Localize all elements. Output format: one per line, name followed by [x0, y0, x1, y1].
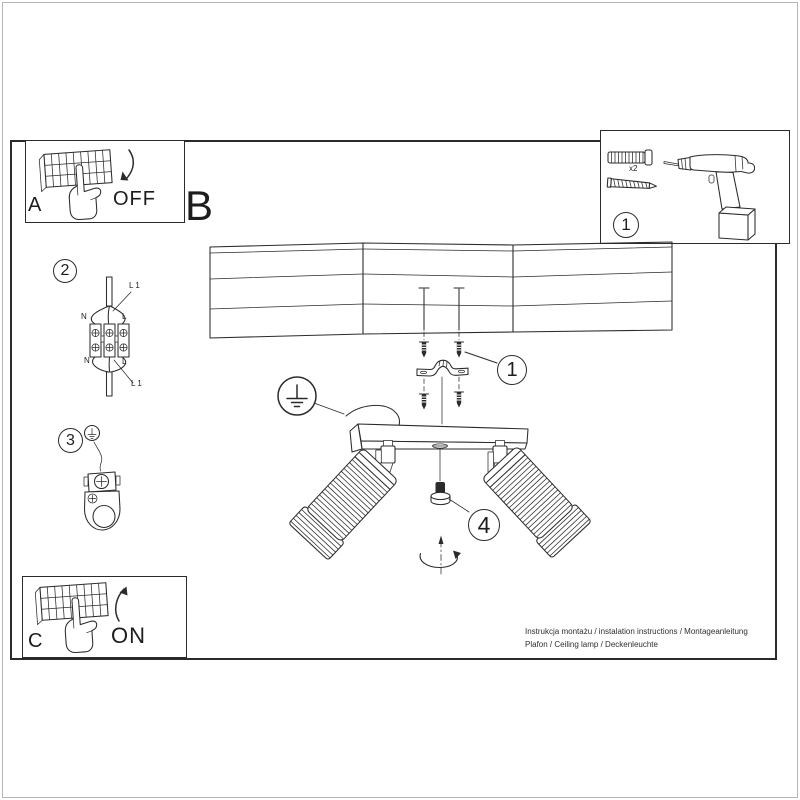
- wire-phase-bottom-label: L: [122, 357, 127, 366]
- ceiling-icon: [210, 242, 672, 338]
- wiring-step-number: 2: [60, 262, 70, 279]
- panel-b-label: B: [185, 182, 214, 229]
- rotation-arrow-icon: [420, 536, 461, 578]
- tools-step-number: 1: [621, 215, 631, 234]
- footer-line-2: Plafon / Ceiling lamp / Deckenleuchte: [525, 639, 658, 649]
- ground-clamp-icon: [84, 426, 120, 531]
- ground-symbol-icon: [278, 377, 399, 426]
- footer-text: [525, 626, 748, 651]
- wire-neutral-top-label: N: [81, 312, 87, 321]
- ground-step-number: 3: [66, 431, 75, 449]
- bracket-icon: [417, 360, 468, 376]
- mounting-screws: [419, 288, 464, 410]
- drill-icon: [664, 155, 755, 240]
- wire-phase-top-label: L: [122, 312, 127, 321]
- arrow-down-icon: [121, 150, 134, 181]
- ground-step-badge: [58, 428, 83, 453]
- wire-neutral-bottom-label: N: [84, 356, 90, 365]
- plug-quantity-label: x2: [629, 164, 638, 173]
- screw-icon: [607, 178, 657, 190]
- breaker-panel-icon: [35, 583, 111, 655]
- bracket-step-number: 1: [506, 358, 518, 381]
- wiring-diagram: [90, 277, 133, 396]
- power-off-illustration: [39, 150, 133, 222]
- adjust-step-badge: [468, 509, 500, 541]
- footer-line-1: Instrukcja montażu / instalation instructions / Montageanleitung: [525, 627, 748, 636]
- bracket-step-badge: [497, 355, 527, 385]
- arrow-up-icon: [116, 587, 128, 622]
- wall-plug-icon: [608, 150, 652, 165]
- adjust-step-number: 4: [477, 511, 491, 538]
- wire-live-top-label: L 1: [129, 281, 140, 290]
- tools-step-badge: [613, 212, 639, 238]
- switch-off-label: OFF: [113, 188, 156, 210]
- breaker-panel-icon: [39, 150, 115, 222]
- adjust-knob-icon: [431, 449, 469, 512]
- panel-a-label: A: [28, 194, 42, 216]
- wiring-step-badge: [53, 259, 77, 283]
- panel-c-label: C: [28, 630, 43, 652]
- switch-on-label: ON: [111, 623, 146, 648]
- wire-live-bottom-label: L 1: [131, 379, 142, 388]
- step1-leader-line: [465, 352, 497, 363]
